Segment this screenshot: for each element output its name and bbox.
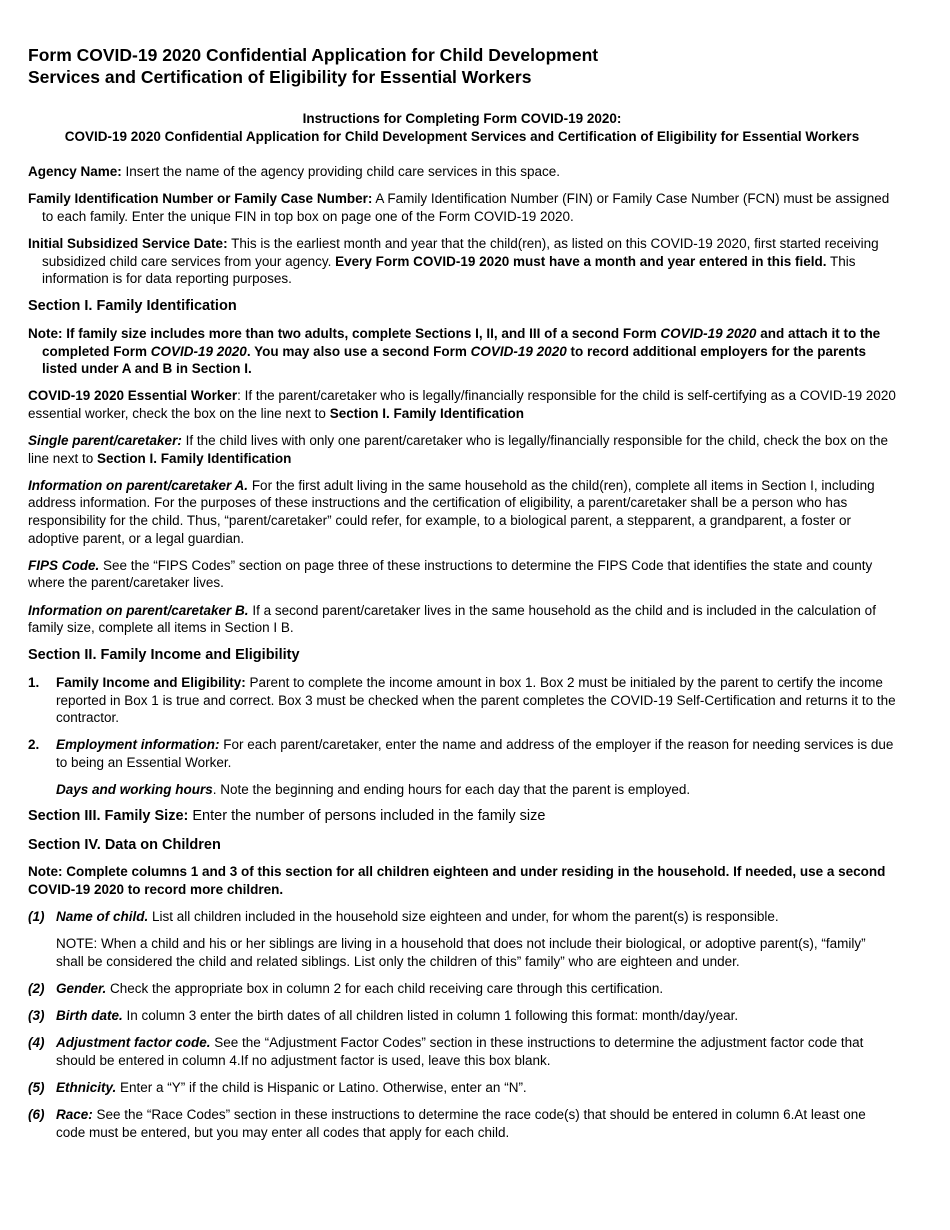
document-title-line-2: Services and Certification of Eligibility for Essential Workers (28, 67, 532, 87)
section-4-item-1-number: (1) (28, 908, 45, 924)
section-1-note-text-1: Note: If family size includes more than two adults, complete Sections I, II, and III of a second Form (28, 325, 661, 341)
single-parent-section-ref: Section I. Family Identification (97, 450, 292, 466)
family-id-text: A Family Identification Number (FIN) or Family Case Number (FCN) must be assigned to each family. Enter the unique FIN in top box on page one of the Form COVID-19 2020. (42, 191, 890, 224)
section-4-item-1-text: List all children included in the household size eighteen and under, for whom the parent(s) is responsible. (148, 908, 779, 924)
section-4-item-4-text: See the “Adjustment Factor Codes” section in these instructions to determine the adjustment factor code that should be entered in column 4.If no adjustment factor is used, leave this box blank. (56, 1035, 864, 1068)
agency-name-paragraph (28, 163, 896, 181)
section-4-item-4-number: (4) (28, 1035, 45, 1051)
family-id-label: Family Identification Number or Family Case Number: (28, 191, 373, 207)
section-4-item-5 (28, 1079, 896, 1097)
section-4-heading: Section IV. Data on Children (28, 836, 221, 853)
section-1-note (28, 325, 896, 378)
document-page (28, 44, 896, 1151)
parent-b-label: Information on parent/caretaker B. (28, 602, 249, 618)
single-parent-label: Single parent/caretaker: (28, 433, 182, 449)
section-1-note-text-2: and attach it to the completed Form (42, 325, 881, 359)
section-2-item-2-body (56, 736, 896, 771)
initial-service-date-text-2: This information is for data reporting purposes. (42, 253, 856, 287)
section-4-item-5-text: Enter a “Y” if the child is Hispanic or Latino. Otherwise, enter an “N”. (116, 1080, 527, 1096)
section-2-item-1-label: Family Income and Eligibility: (56, 675, 246, 690)
section-4-item-6-label: Race: (56, 1107, 93, 1123)
working-hours-text: . Note the beginning and ending hours for each day that the parent is employed. (212, 782, 691, 798)
section-4-item-2-number: (2) (28, 980, 45, 996)
section-1-note-form-ref-2: COVID-19 2020 (150, 343, 247, 359)
document-title (28, 44, 896, 88)
section-4-item-3-body (56, 1007, 896, 1025)
section-4-item-4-body (56, 1034, 896, 1069)
section-1-note-form-ref-3: COVID-19 2020 (470, 343, 567, 359)
section-4-item-5-number: (5) (28, 1080, 45, 1096)
working-hours-label: Days and working hours (56, 782, 213, 798)
essential-worker-section-ref: Section I. Family Identification (329, 405, 524, 421)
section-1-heading: Section I. Family Identification (28, 298, 237, 315)
instructions-title (28, 110, 896, 146)
section-3-heading: Section III. Family Size: (28, 808, 189, 825)
section-4-item-5-body (56, 1079, 896, 1097)
agency-name-label: Agency Name: (28, 164, 122, 179)
initial-service-date-bold: Every Form COVID-19 2020 must have a month and year entered in this field. (335, 253, 827, 269)
initial-service-date-label: Initial Subsidized Service Date: (28, 235, 228, 251)
section-1-note-text-3: . You may also use a second Form (246, 343, 471, 359)
instructions-title-line-1: Instructions for Completing Form COVID-19 2020: (302, 111, 622, 126)
agency-name-text: Insert the name of the agency providing child care services in this space. (121, 164, 561, 179)
section-2-item-1-number: 1. (28, 675, 40, 690)
section-4-item-3-text: In column 3 enter the birth dates of all children listed in column 1 following this format: month/day/year. (122, 1008, 739, 1024)
section-4-item-4 (28, 1034, 896, 1069)
section-4-item-1-label: Name of child. (56, 908, 149, 924)
parent-b-paragraph (28, 602, 896, 637)
section-4-item-2-body (56, 980, 896, 998)
essential-worker-label: COVID-19 2020 Essential Worker (28, 388, 238, 404)
instructions-title-line-2: COVID-19 2020 Confidential Application for Child Development Services and Certification of Eligibility for Essential Workers (64, 129, 860, 144)
section-4-item-6-number: (6) (28, 1107, 45, 1123)
family-id-paragraph (28, 190, 896, 225)
essential-worker-text: : If the parent/caretaker who is legally/financially responsible for the child is self-certifying as a COVID-19 2020 essential worker, check the box on the line next to (28, 388, 896, 421)
section-4-item-4-label: Adjustment factor code. (56, 1035, 211, 1051)
section-4-item-3-label: Birth date. (56, 1008, 123, 1024)
parent-b-text: If a second parent/caretaker lives in the same household as the child and is included in the calculation of family size, complete all items in Section I B. (28, 602, 876, 636)
section-4-item-2-text: Check the appropriate box in column 2 for each child receiving care through this certification. (106, 980, 664, 996)
initial-service-date-paragraph (28, 235, 896, 288)
section-1-note-form-ref-1: COVID-19 2020 (660, 325, 757, 341)
section-4-item-6 (28, 1106, 896, 1141)
section-4-note: Note: Complete columns 1 and 3 of this section for all children eighteen and under residing in the household. If needed, use a second COVID-19 2020 to record more children. (28, 864, 886, 897)
section-2-item-2-label: Employment information: (56, 737, 220, 753)
section-4-item-5-label: Ethnicity. (56, 1080, 117, 1096)
fips-code-label: FIPS Code. (28, 557, 100, 573)
section-2-item-2 (28, 736, 896, 771)
parent-a-paragraph (28, 477, 896, 547)
section-4-item-2-label: Gender. (56, 980, 107, 996)
section-4-item-3-number: (3) (28, 1008, 45, 1024)
section-2-item-1-text: Parent to complete the income amount in box 1. Box 2 must be initialed by the parent to certify the income reported in Box 1 is true and correct. Box 3 must be checked when the parent completes the COVID-19 Self-Certification and returns it to the contractor. (56, 675, 896, 726)
section-4-item-3 (28, 1007, 896, 1025)
section-2-item-1 (28, 674, 896, 727)
working-hours-paragraph (28, 781, 896, 799)
fips-code-paragraph (28, 557, 896, 592)
initial-service-date-text-1: This is the earliest month and year that the child(ren), as listed on this COVID-19 2020, first started receiving subsidized child care services from your agency. (42, 235, 879, 269)
section-3-text: Enter the number of persons included in the family size (188, 808, 546, 825)
essential-worker-paragraph (28, 387, 896, 422)
section-3-paragraph (28, 808, 896, 826)
parent-a-text: For the first adult living in the same household as the child(ren), complete all items in Section I, including address information. For the purposes of these instructions and the certification of eligibility, a parent/caretaker shall be a person who has responsibility for the child. Thus, “parent/caretaker” could refer, for example, to a biological parent, a stepparent, a grandparent, a foster or adoptive parent, or a legal guardian. (28, 477, 875, 546)
section-2-heading: Section II. Family Income and Eligibility (28, 647, 300, 664)
section-2-item-1-body (56, 674, 896, 727)
parent-a-label: Information on parent/caretaker A. (28, 477, 249, 493)
section-2-item-2-text: For each parent/caretaker, enter the name and address of the employer if the reason for needing services is due to being an Essential Worker. (56, 737, 894, 770)
fips-code-text: See the “FIPS Codes” section on page three of these instructions to determine the FIPS Code that identifies the state and county where the parent/caretaker lives. (28, 557, 873, 591)
section-4-item-1 (28, 908, 896, 926)
single-parent-text: If the child lives with only one parent/caretaker who is legally/financially responsible for the child, check the box on the line next to (28, 433, 888, 466)
section-4-item-1-body (56, 908, 896, 926)
section-4-item-6-text: See the “Race Codes” section in these instructions to determine the race code(s) that should be entered in column 6.At least one code must be entered, but you may enter all codes that apply for each child. (56, 1107, 866, 1140)
section-2-item-2-number: 2. (28, 737, 40, 753)
child-family-note: NOTE: When a child and his or her siblings are living in a household that does not include their biological, or adoptive parent(s), “family” shall be considered the child and related siblings. List only the children of this” family” who are eighteen and under. (56, 936, 866, 969)
section-4-item-6-body (56, 1106, 896, 1141)
section-1-note-text-4: to record additional employers for the parents listed under A and B in Section I. (42, 343, 867, 377)
document-title-line-1: Form COVID-19 2020 Confidential Application for Child Development (28, 45, 599, 65)
section-4-item-2 (28, 980, 896, 998)
single-parent-paragraph (28, 432, 896, 467)
